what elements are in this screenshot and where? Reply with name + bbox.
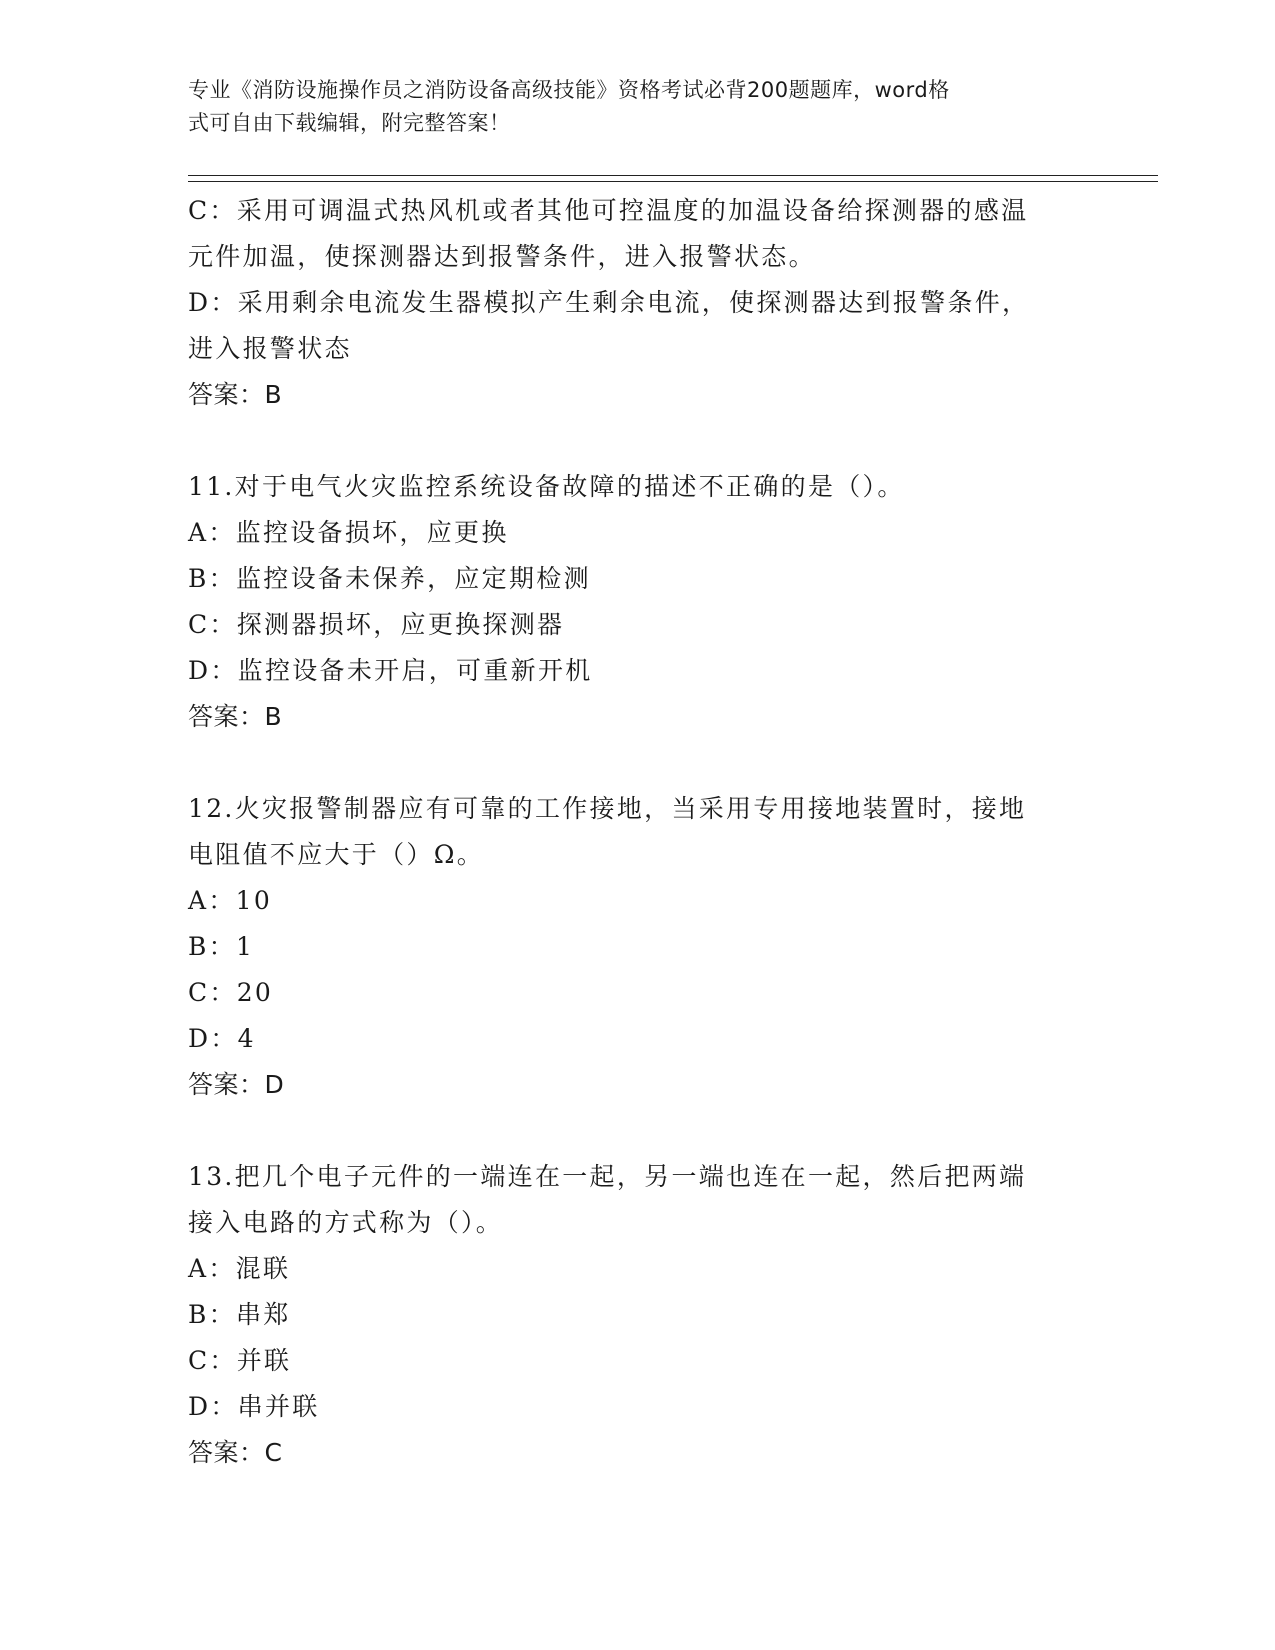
option-d: D：监控设备未开启，可重新开机: [188, 656, 593, 685]
option-d: D：串并联: [188, 1392, 320, 1421]
option-c-line-2: 元件加温，使探测器达到报警条件，进入报警状态。: [188, 242, 816, 271]
header-divider-bottom: [188, 181, 1158, 182]
option-b: B：1: [188, 932, 255, 961]
option-d-line-2: 进入报警状态: [188, 334, 352, 363]
option-a: A：混联: [188, 1254, 291, 1283]
spacer: [188, 1108, 1088, 1154]
option-c: C：20: [188, 978, 274, 1007]
question-stem-line-1: 13.把几个电子元件的一端连在一起，另一端也连在一起，然后把两端: [188, 1162, 1027, 1191]
spacer: [188, 740, 1088, 786]
document-header: [188, 74, 1068, 140]
answer-label: 答案：D: [188, 1070, 285, 1099]
option-c-line-1: C：采用可调温式热风机或者其他可控温度的加温设备给探测器的感温: [188, 196, 1029, 225]
question-stem-line-1: 12.火灾报警制器应有可靠的工作接地，当采用专用接地装置时，接地: [188, 794, 1027, 823]
question-11: [188, 464, 1088, 740]
header-title-line-2: 式可自由下载编辑，附完整答案！: [188, 111, 511, 135]
question-13: [188, 1154, 1088, 1476]
header-divider-top: [188, 175, 1158, 176]
answer-label: 答案：B: [188, 380, 283, 409]
option-c: C：探测器损坏，应更换探测器: [188, 610, 565, 639]
option-c: C：并联: [188, 1346, 292, 1375]
spacer: [188, 418, 1088, 464]
answer-label: 答案：B: [188, 702, 283, 731]
option-a: A：10: [188, 886, 273, 915]
option-b: B：串郑: [188, 1300, 291, 1329]
option-b: B：监控设备未保养，应定期检测: [188, 564, 591, 593]
document-body: [188, 188, 1088, 1476]
answer-label: 答案：C: [188, 1438, 283, 1467]
header-title-line-1: 专业《消防设施操作员之消防设备高级技能》资格考试必背200题题库，word格: [188, 78, 950, 102]
option-d: D：4: [188, 1024, 256, 1053]
option-d-line-1: D：采用剩余电流发生器模拟产生剩余电流，使探测器达到报警条件，: [188, 288, 1030, 317]
question-stem: 11.对于电气火灾监控系统设备故障的描述不正确的是（）。: [188, 472, 905, 501]
question-stem-line-2: 电阻值不应大于（）Ω。: [188, 840, 485, 869]
previous-question-continuation: [188, 188, 1088, 418]
question-stem-line-2: 接入电路的方式称为（）。: [188, 1208, 504, 1237]
option-a: A：监控设备损坏，应更换: [188, 518, 509, 547]
question-12: [188, 786, 1088, 1108]
